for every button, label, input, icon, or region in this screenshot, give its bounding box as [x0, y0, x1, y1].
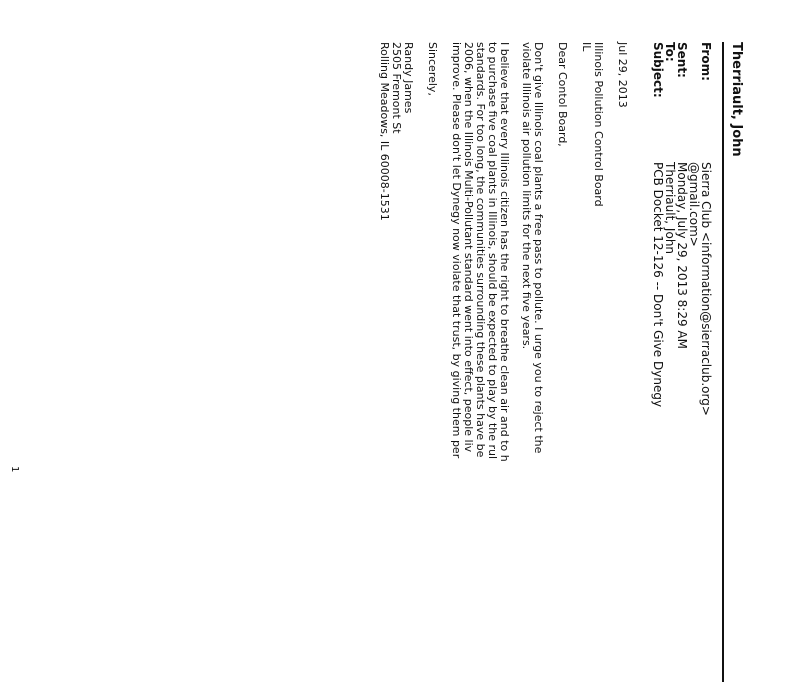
subject-label: Subject:	[651, 42, 665, 98]
sender-name: Therriault, John	[729, 42, 744, 157]
letter-date: Jul 29, 2013	[616, 42, 629, 108]
closing: Sincerely,	[426, 42, 439, 96]
signature-street: 2505 Fremont St	[390, 42, 403, 134]
recipient-line: IL	[580, 42, 593, 52]
paragraph-line: to purchase five coal plants in Illinois, should be expected to play by the rul	[486, 42, 499, 460]
paragraph-line: Don't give Illinois coal plants a free pass to pollute. I urge you to reject the	[532, 42, 545, 454]
paragraph-line: standards. For too long, the communities surrounding these plants have be	[474, 42, 487, 458]
paragraph-line: violate Illinois air pollution limits for the next five years.	[520, 42, 533, 350]
paragraph-line: improve. Please don't let Dynegy now violate that trust, by giving them per	[450, 42, 463, 459]
signature-city: Rolling Meadows, IL 60008-1531	[378, 42, 391, 221]
from-value-continued: @gmail.com>	[687, 162, 701, 247]
from-value: Sierra Club <information@sierraclub.org>	[699, 162, 713, 416]
to-label: To:	[663, 42, 677, 62]
sent-value: Monday, July 29, 2013 8:29 AM	[675, 162, 689, 349]
page-number: 1	[9, 466, 20, 473]
recipient-line: Illinois Pollution Control Board	[592, 42, 605, 207]
signature-name: Randy James	[402, 42, 415, 114]
paragraph-line: 2006, when the Illinois Multi-Pollutant standard went into effect, people liv	[462, 42, 475, 453]
from-label: From:	[699, 42, 713, 81]
salutation: Dear Contol Board,	[556, 42, 569, 147]
sent-label: Sent:	[675, 42, 689, 78]
paragraph-line: I believe that every Illinois citizen has the right to breathe clean air and to h	[498, 42, 511, 462]
subject-value: PCB Docket 12-126 -- Don't Give Dynegy	[651, 162, 665, 408]
header-divider	[722, 42, 724, 682]
to-value: Therriault, John	[663, 162, 677, 255]
